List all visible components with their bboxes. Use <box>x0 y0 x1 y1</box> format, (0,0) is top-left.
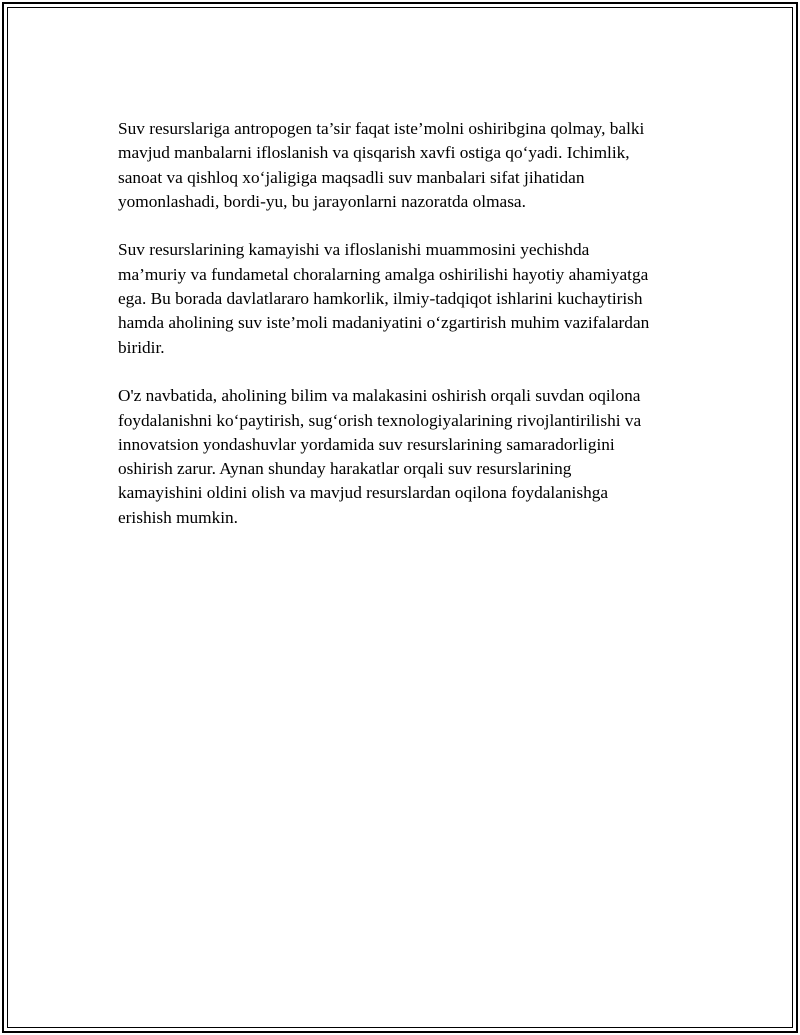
document-body <box>118 117 698 554</box>
paragraph-2: Suv resurslarining kamayishi va ifloslanishi muammosini yechishda ma’muriy va fundametal choralarning amalga oshirilishi hayotiy ahamiyatga ega. Bu borada davlatlararo hamkorlik, ilmiy-tadqiqot ishlarini kuchaytirish hamda aholining suv iste’moli madaniyatini o‘zgartirish muhim vazifalardan biridir. <box>118 240 650 357</box>
paragraph-1: Suv resurslariga antropogen ta’sir faqat iste’molni oshiribgina qolmay, balki mavjud manbalarni ifloslanish va qisqarish xavfi ostiga qo‘yadi. Ichimlik, sanoat va qishloq xo‘jaligiga maqsadli suv manbalari sifat jihatidan yomonlashadi, bordi-yu, bu jarayonlarni nazoratda olmasa. <box>118 119 645 211</box>
paragraph-3: O'z navbatida, aholining bilim va malakasini oshirish orqali suvdan oqilona foydalanishni ko‘paytirish, sug‘orish texnologiyalarining rivojlantirilishi va innovatsion yondashuvlar yordamida suv resurslarining samaradorligini oshirish zarur. Aynan shunday harakatlar orqali suv resurslarining kamayishini oldini olish va mavjud resurslardan oqilona foydalanishga erishish mumkin. <box>118 386 642 527</box>
